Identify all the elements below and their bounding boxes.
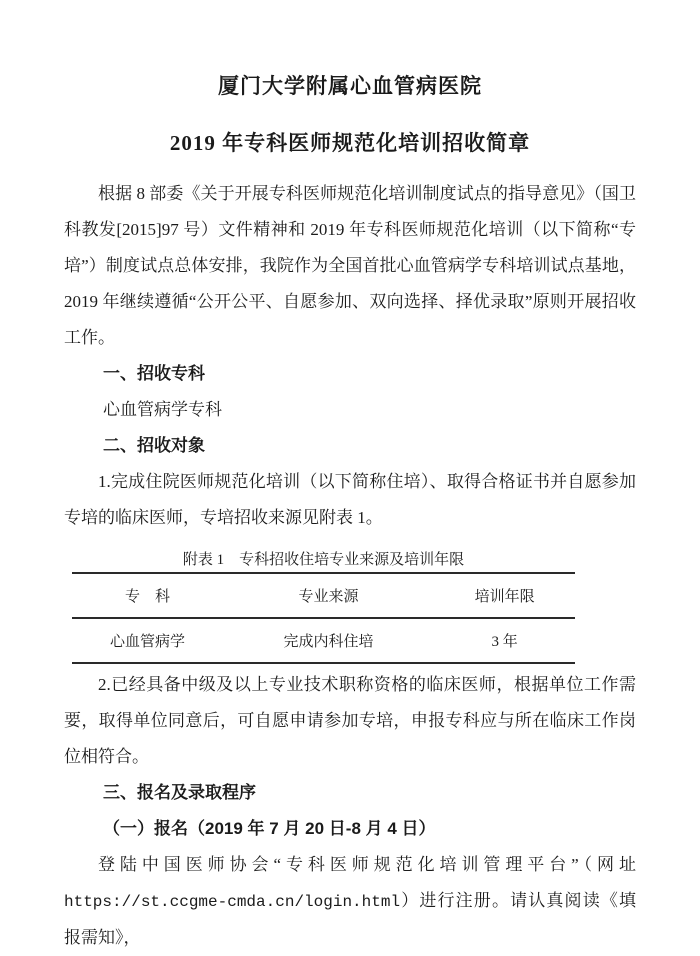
section1-heading: 一、招收专科: [103, 364, 205, 383]
appendix-table-block: [72, 548, 575, 664]
table-caption: 附表 1 专科招收住培专业来源及培训年限: [182, 552, 465, 568]
table-header-specialty: 专 科: [124, 589, 170, 605]
table-cell-source: 完成内科住培: [283, 634, 374, 650]
table-header-source: 专业来源: [298, 589, 359, 605]
section2-item1: 1.完成住院医师规范化培训（以下简称住培）、取得合格证书并自愿参加专培的临床医师，专培招收来源见附表 1。: [64, 472, 636, 527]
document-title-line2: 2019 年专科医师规范化培训招收简章: [169, 131, 531, 155]
table-header-row: [72, 573, 575, 618]
registration-text-before-url: 登陆中国医师协会“专科医师规范化培训管理平台”（网址: [98, 855, 636, 874]
table-cell-specialty: 心血管病学: [109, 634, 185, 650]
section1-body: 心血管病学专科: [103, 400, 222, 419]
registration-url: https://st.ccgme-cmda.cn/login.html: [64, 893, 401, 911]
appendix-table: [72, 572, 575, 664]
registration-text-after-url: ）进行注册。请认真阅读《填报需知》，: [64, 891, 636, 947]
table-cell-duration: 3 年: [491, 634, 518, 650]
document-title-line1: 厦门大学附属心血管病医院: [218, 74, 482, 98]
section3-heading: 三、报名及录取程序: [103, 783, 256, 802]
table-header-duration: 培训年限: [474, 589, 535, 605]
section3-sub1-heading: （一）报名（2019 年 7 月 20 日-8 月 4 日）: [103, 819, 436, 838]
section2-item2: 2.已经具备中级及以上专业技术职称资格的临床医师，根据单位工作需要，取得单位同意后，可自愿申请参加专培，申报专科应与所在临床工作岗位相符合。: [64, 675, 636, 766]
registration-paragraph: [64, 847, 636, 956]
table-row: [72, 618, 575, 663]
intro-paragraph: 根据 8 部委《关于开展专科医师规范化培训制度试点的指导意见》（国卫科教发[2015]97 号）文件精神和 2019 年专科医师规范化培训（以下简称“专培”）制度试点总体安排，我院作为全国首批心血管病学专科培训试点基地，2019 年继续遵循“公开公平、自愿参加、双向选择、择优录取”原则开展招收工作。: [64, 184, 636, 347]
section2-heading: 二、招收对象: [103, 436, 205, 455]
